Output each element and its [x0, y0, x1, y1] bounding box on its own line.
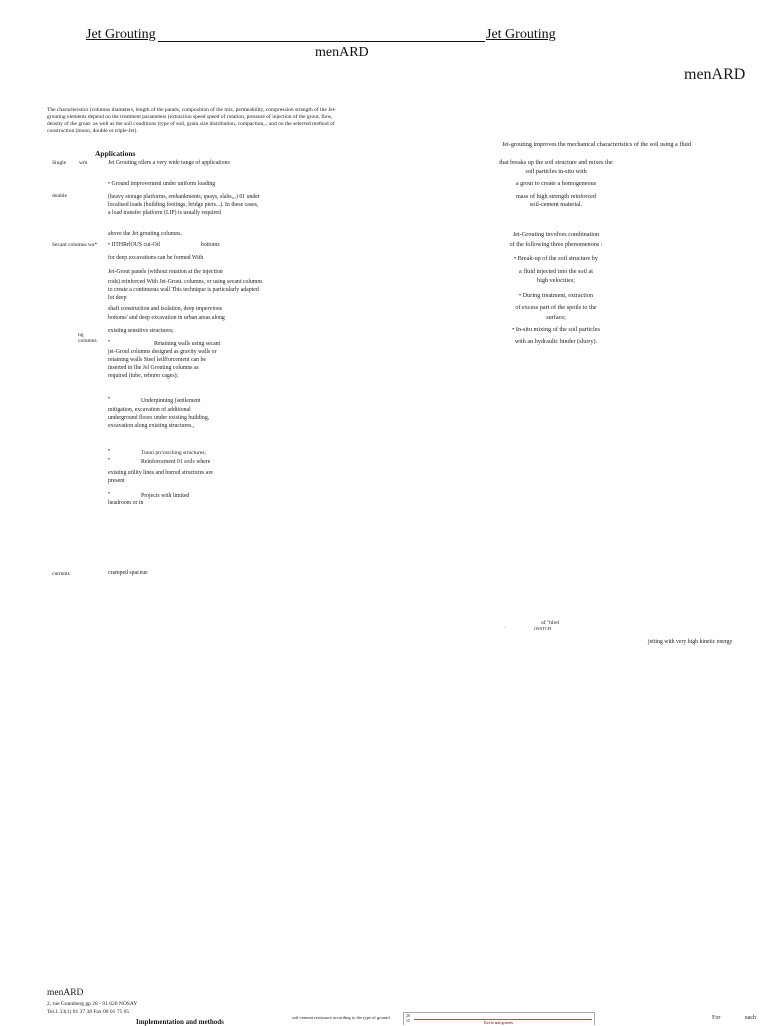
- footer-chart-frame: [403, 1012, 595, 1025]
- bullet: •: [108, 339, 111, 345]
- application-item: existing utility lines and burred structures are present: [108, 470, 213, 484]
- right-fragment: jetting with very high kinetic energy: [648, 639, 733, 645]
- application-item: for deep excavations can be formed With: [108, 255, 204, 261]
- applications-heading: Applications: [95, 149, 136, 158]
- header-rule: [158, 41, 485, 42]
- side-label-wm: wm: [79, 160, 88, 166]
- application-item: • IITHRrlOUS cut-Otl: [108, 242, 160, 248]
- right-fragment: (WATCH: [534, 626, 551, 631]
- right-line: mass of high strength reinforced: [515, 193, 597, 200]
- application-item: rods) reinforced With Jet-Grout. columns, or using secant columns to create a continuous wall This technique is particularly adapted lot deep: [108, 279, 263, 301]
- application-item: Tunnl prcvarching structures;: [141, 450, 206, 456]
- side-label-columns: columns: [78, 338, 97, 344]
- footer-chart-tick: 20: [406, 1013, 410, 1018]
- side-label-double: double: [52, 193, 67, 199]
- application-item: mitigation, excavation of additional underground floors under existing building, excavation along existing structures.,: [108, 407, 210, 429]
- side-label-single: Single: [52, 160, 67, 166]
- application-item: Jet-Grout panels (without rotation at the injection: [108, 269, 223, 275]
- application-item: Jet Grouting oilers a very wide range of applications: [108, 160, 230, 166]
- right-line: with an hydraulic binder (slurry).: [514, 338, 598, 345]
- header-brand-center: menARD: [315, 45, 369, 60]
- right-line: • In-situ mixing of the soil particles: [512, 326, 600, 333]
- footer-fragment: For: [712, 1015, 721, 1021]
- application-item: bottoms' and deep excavation in urban areas along: [108, 315, 225, 321]
- application-item: existing sensitive structures;: [108, 328, 174, 334]
- application-item: • Ground improvement under uniform loading: [108, 181, 216, 187]
- bullet: •: [108, 448, 111, 454]
- footer-brand: menARD: [47, 988, 84, 998]
- right-line: of excess part of the spoils to the: [515, 304, 597, 311]
- header-brand-logo: menARD: [684, 66, 746, 83]
- application-item: Underpinning (settlement: [141, 398, 201, 404]
- footer-section-heading: Implementation and methods: [136, 1018, 224, 1026]
- right-line: a fluid injected into the soil at: [519, 268, 593, 275]
- footer-chart-caption: soil-cement resistance according to the type of ground: [292, 1015, 390, 1020]
- right-line: that breaks up the soil structure and mixes the soil particles in-situ with: [499, 159, 613, 175]
- application-item: (heavy storage platforms, embankments, quays, slabs,,.) 01 under localised loads (building footings, bridge piers...). In these cases, a load transfer platform (LIP) is usually required: [108, 194, 260, 216]
- footer-fragment: each: [745, 1015, 756, 1021]
- footer-chart-label: Kevlo and gravels: [484, 1020, 514, 1025]
- application-item: headroom or in: [108, 500, 144, 506]
- right-fragment-dot: ·: [504, 625, 506, 631]
- footer-chart-tick: 15: [406, 1018, 410, 1023]
- intro-paragraph: The characteristics (columns diameters, length of the panels, composition of the mix, permeability, compression strength of the Jet-grouting elements depend on the treatment parameters (extraction speed speed of rotation, pressure of injection of the grout, flow, density of the grout- as well as the soil conditions (type of soil, grain size distribution, compaction,., and on the selected method of construction (mono, double or triple-Jet).: [47, 107, 337, 134]
- side-label-secant: Secant columns wa*: [52, 242, 98, 248]
- application-item: above the Jet grouting columns.: [108, 231, 182, 237]
- application-item: Projects with limited: [141, 493, 190, 499]
- header-title-left: Jet Grouting: [86, 27, 156, 42]
- right-line: • During treatment, extraction: [519, 292, 593, 299]
- bullet: •: [108, 396, 111, 402]
- application-item: jet-Groul columns designed as gravity walls or retaining walls Steel leilfforcement can be inserted in Ihe Jel Grouting columns as required (tube, rebnrer cages);: [108, 349, 217, 379]
- application-item: cramped spaceue: [108, 570, 148, 576]
- bullet: •: [108, 491, 111, 497]
- application-item: shaft construction and isolation, deep impervious: [108, 306, 222, 312]
- right-line: high velocities;: [537, 277, 575, 284]
- footer-phone: Tel.1 33(1) 01 37 38 Fax 00 01 75 05: [47, 1009, 130, 1015]
- application-item: Reinforcement 01 soils where: [141, 459, 211, 465]
- side-label-ng: ng: [78, 332, 84, 338]
- side-label-currents: currents: [52, 571, 70, 577]
- right-line: of the following three phenomenons :: [509, 241, 603, 248]
- application-item: Retaining walls using secant: [154, 341, 221, 347]
- application-item: bottoms: [201, 242, 220, 248]
- right-line: surface;: [546, 314, 566, 321]
- bullet: •: [108, 457, 111, 463]
- right-line: soil-cement material.: [529, 201, 583, 208]
- right-line: • Break-up of the soil structure by: [514, 255, 598, 262]
- right-fragment: of "blrel: [541, 620, 560, 626]
- right-intro: Jet-grouting improves the mechanical characteristics of the soil using a fluid: [502, 141, 692, 148]
- right-line: Jet-Grouting involves combination: [512, 231, 600, 238]
- right-line: a grout to create a homogeneous: [515, 180, 597, 187]
- header-title-right: Jet Grouting: [486, 27, 556, 42]
- footer-address: 2, rue Gutenberg gp 28 - 91 620 NOSAY: [47, 1001, 138, 1007]
